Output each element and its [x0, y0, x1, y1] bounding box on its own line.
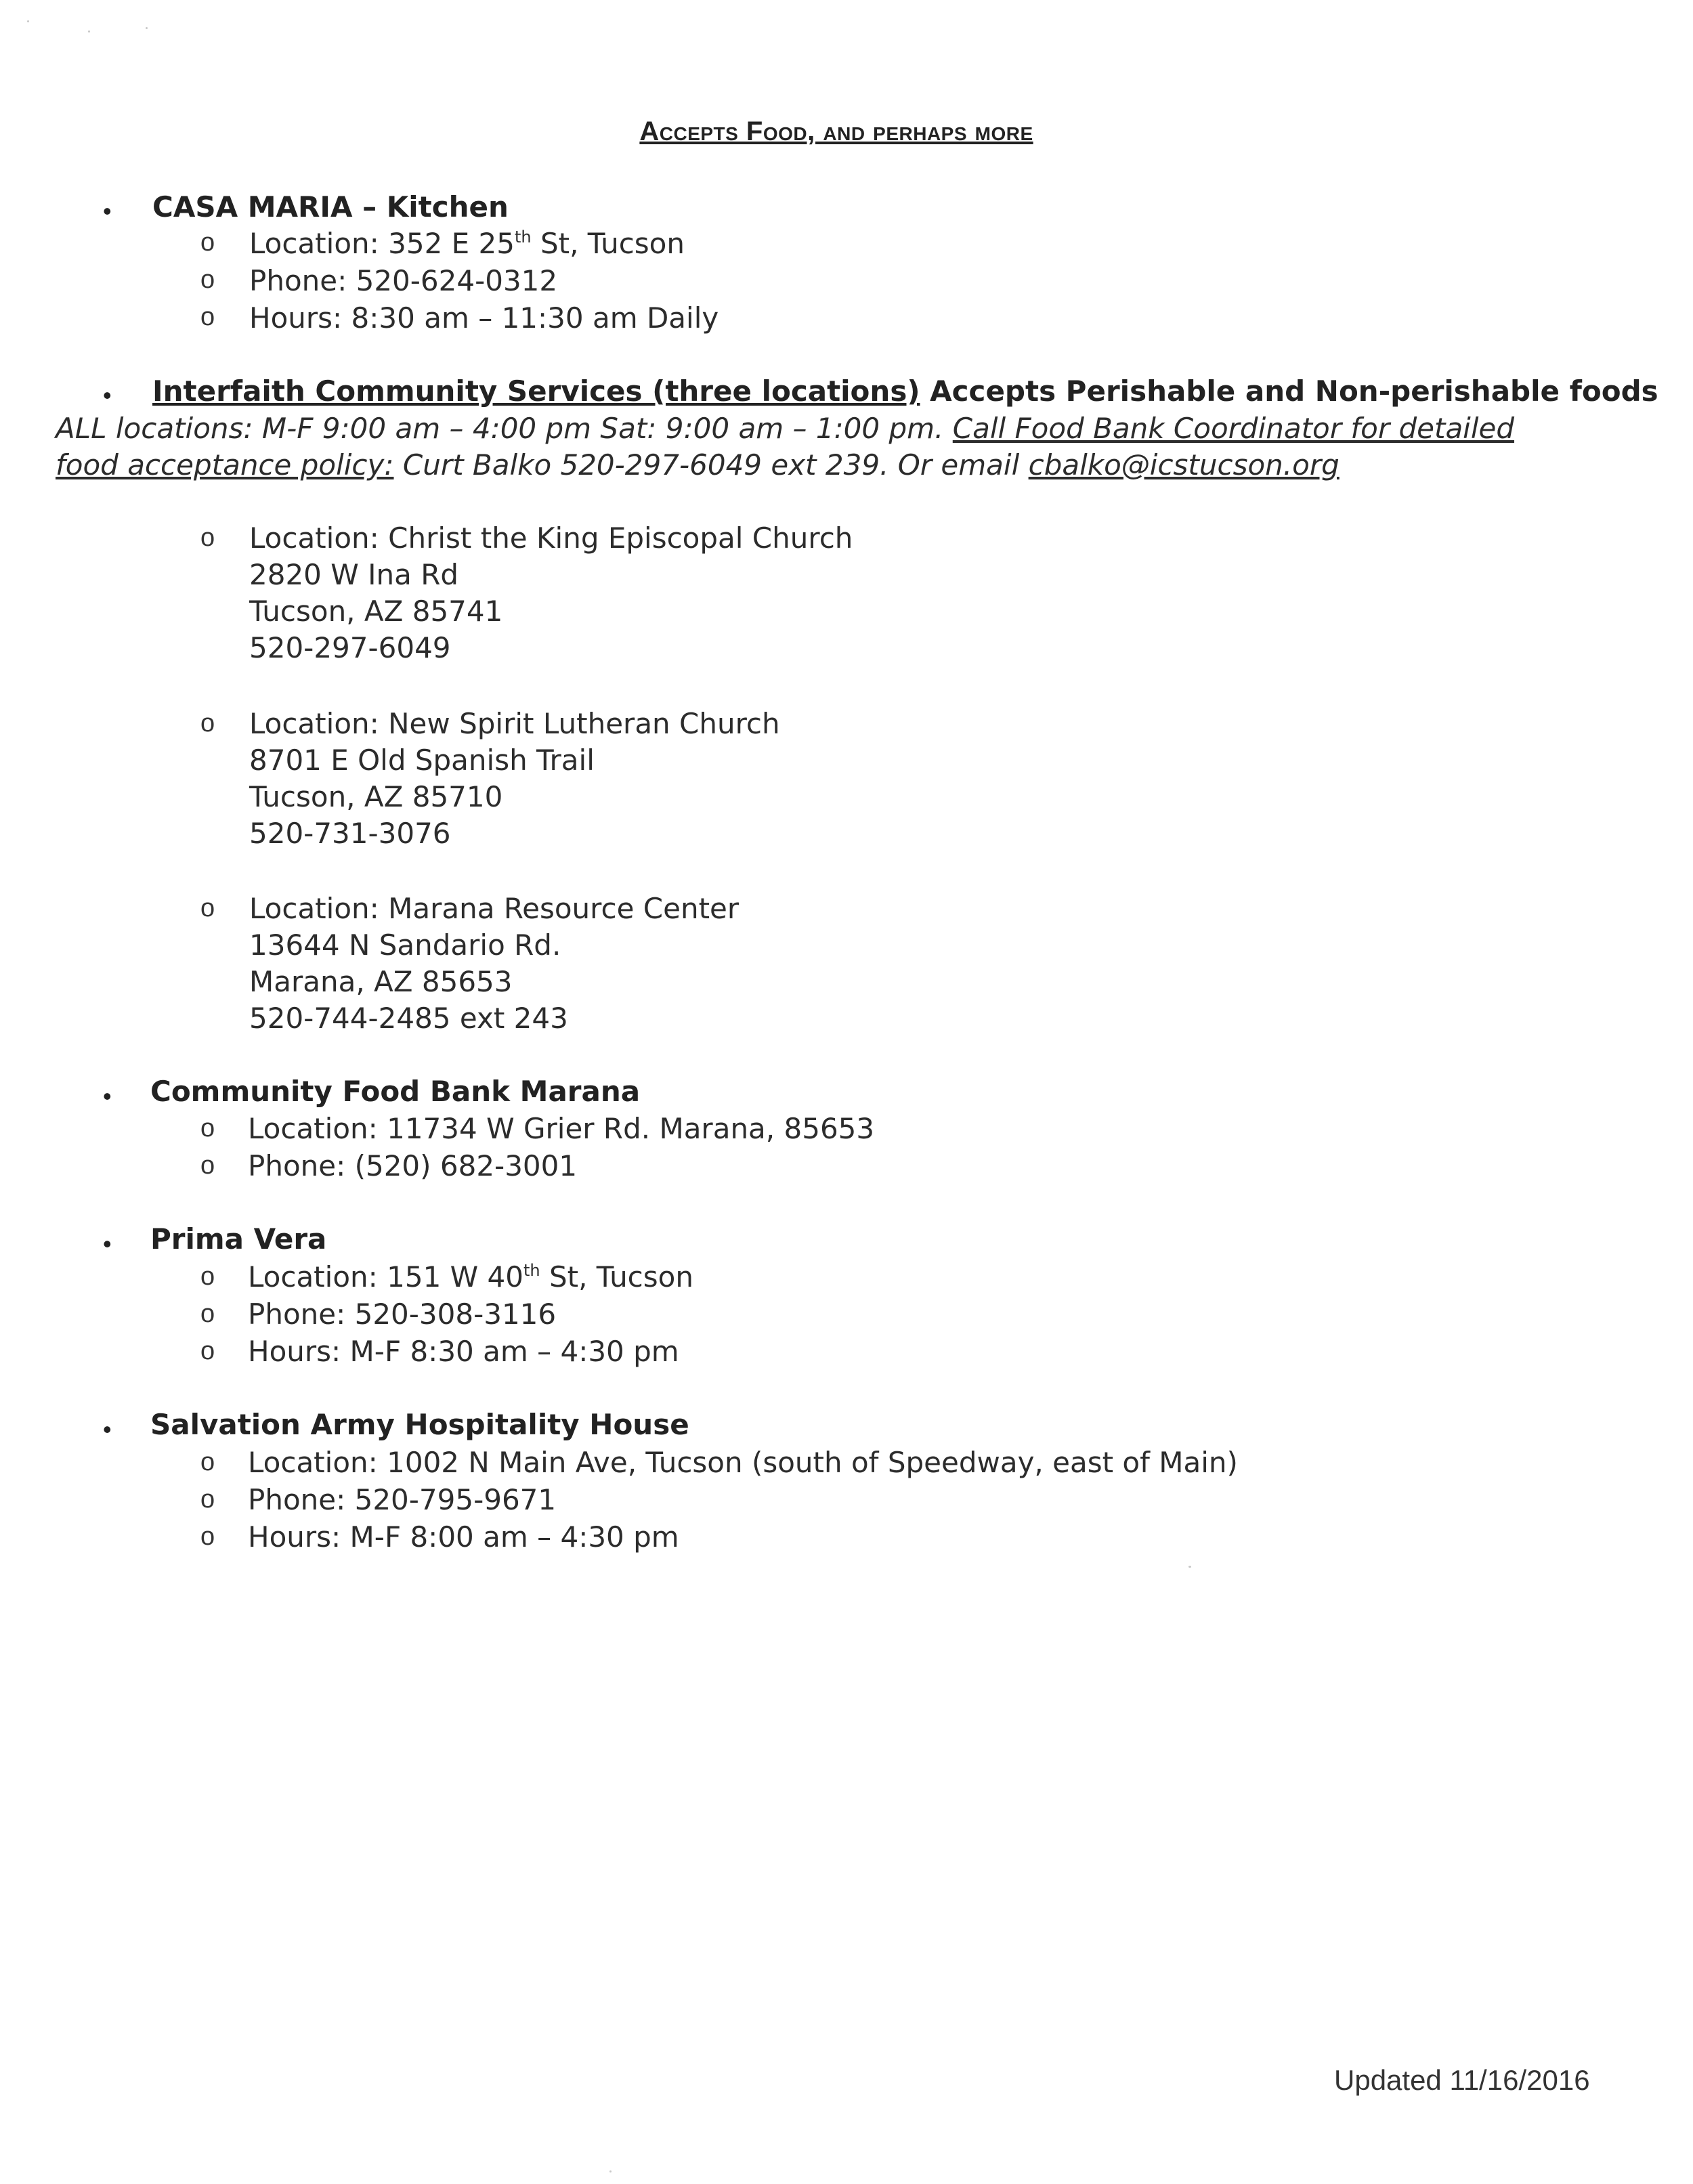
- bullet-interfaith: •: [103, 381, 112, 409]
- interfaith-heading: [152, 374, 1658, 408]
- cfb-phone: Phone: (520) 682-3001: [248, 1149, 578, 1182]
- sub-bullet: o: [200, 1262, 215, 1291]
- scan-speck: [1188, 1566, 1191, 1568]
- scan-speck: [27, 20, 29, 22]
- cfb-location: Location: 11734 W Grier Rd. Marana, 85653: [248, 1112, 875, 1145]
- interfaith-accepts: Accepts Perishable and Non-perishable foods: [930, 374, 1658, 408]
- sub-bullet: o: [200, 1300, 215, 1328]
- interfaith-name: Interfaith Community Services (three locations): [152, 374, 920, 408]
- salvation-phone: Phone: 520-795-9671: [248, 1483, 557, 1516]
- sub-bullet: o: [200, 1337, 215, 1365]
- interfaith-location-1: Location: Christ the King Episcopal Church 2820 W Ina Rd Tucson, AZ 85741 520-297-6049: [249, 521, 853, 664]
- casa-location: Location: 352 E 25th St, Tucson: [249, 227, 685, 260]
- sub-bullet: o: [200, 709, 215, 737]
- sub-bullet: o: [200, 1522, 215, 1551]
- casa-phone: Phone: 520-624-0312: [249, 264, 558, 297]
- sub-bullet: o: [200, 1151, 215, 1180]
- bullet-prima: •: [103, 1230, 112, 1258]
- scan-speck: [609, 2170, 612, 2172]
- salvation-heading: Salvation Army Hospitality House: [150, 1408, 689, 1441]
- coordinator-link[interactable]: Call Food Bank Coordinator for detailed: [952, 412, 1515, 445]
- casa-maria-heading: CASA MARIA – Kitchen: [152, 190, 509, 223]
- casa-hours: Hours: 8:30 am – 11:30 am Daily: [249, 301, 719, 335]
- prima-phone: Phone: 520-308-3116: [248, 1298, 557, 1331]
- cfb-heading: Community Food Bank Marana: [150, 1075, 641, 1108]
- scan-speck: [88, 30, 90, 33]
- prima-vera-heading: Prima Vera: [150, 1222, 327, 1256]
- bullet-casa: •: [103, 197, 112, 225]
- sub-bullet: o: [200, 1485, 215, 1514]
- scan-speck: [146, 27, 148, 29]
- salvation-hours: Hours: M-F 8:00 am – 4:30 pm: [248, 1520, 679, 1554]
- sub-bullet: o: [200, 523, 215, 552]
- bullet-cfb: •: [103, 1082, 112, 1110]
- sub-bullet: o: [200, 894, 215, 922]
- coordinator-link-cont[interactable]: food acceptance policy:: [56, 448, 394, 481]
- sub-bullet: o: [200, 1448, 215, 1476]
- prima-location: Location: 151 W 40th St, Tucson: [248, 1260, 693, 1293]
- interfaith-hours-line: ALL locations: M-F 9:00 am – 4:00 pm Sat: 9:00 am – 1:00 pm. Call Food Bank Coordinator for detailed: [56, 412, 1515, 445]
- interfaith-location-2: Location: New Spirit Lutheran Church 8701 E Old Spanish Trail Tucson, AZ 85710 520-731-3076: [249, 707, 780, 850]
- interfaith-location-3: Location: Marana Resource Center 13644 N Sandario Rd. Marana, AZ 85653 520-744-2485 ext 243: [249, 892, 740, 1035]
- sub-bullet: o: [200, 1114, 215, 1142]
- sub-bullet: o: [200, 303, 215, 331]
- salvation-location: Location: 1002 N Main Ave, Tucson (south of Speedway, east of Main): [248, 1446, 1238, 1479]
- interfaith-contact-line: food acceptance policy: Curt Balko 520-297-6049 ext 239. Or email cbalko@icstucson.org: [56, 448, 1340, 481]
- sub-bullet: o: [200, 228, 215, 257]
- email-link[interactable]: cbalko@icstucson.org: [1028, 448, 1340, 481]
- page-title: Accepts Food, and perhaps more: [639, 116, 1033, 146]
- prima-hours: Hours: M-F 8:30 am – 4:30 pm: [248, 1335, 679, 1368]
- sub-bullet: o: [200, 265, 215, 294]
- updated-date: Updated 11/16/2016: [1334, 2064, 1590, 2096]
- bullet-salvation: •: [103, 1415, 112, 1443]
